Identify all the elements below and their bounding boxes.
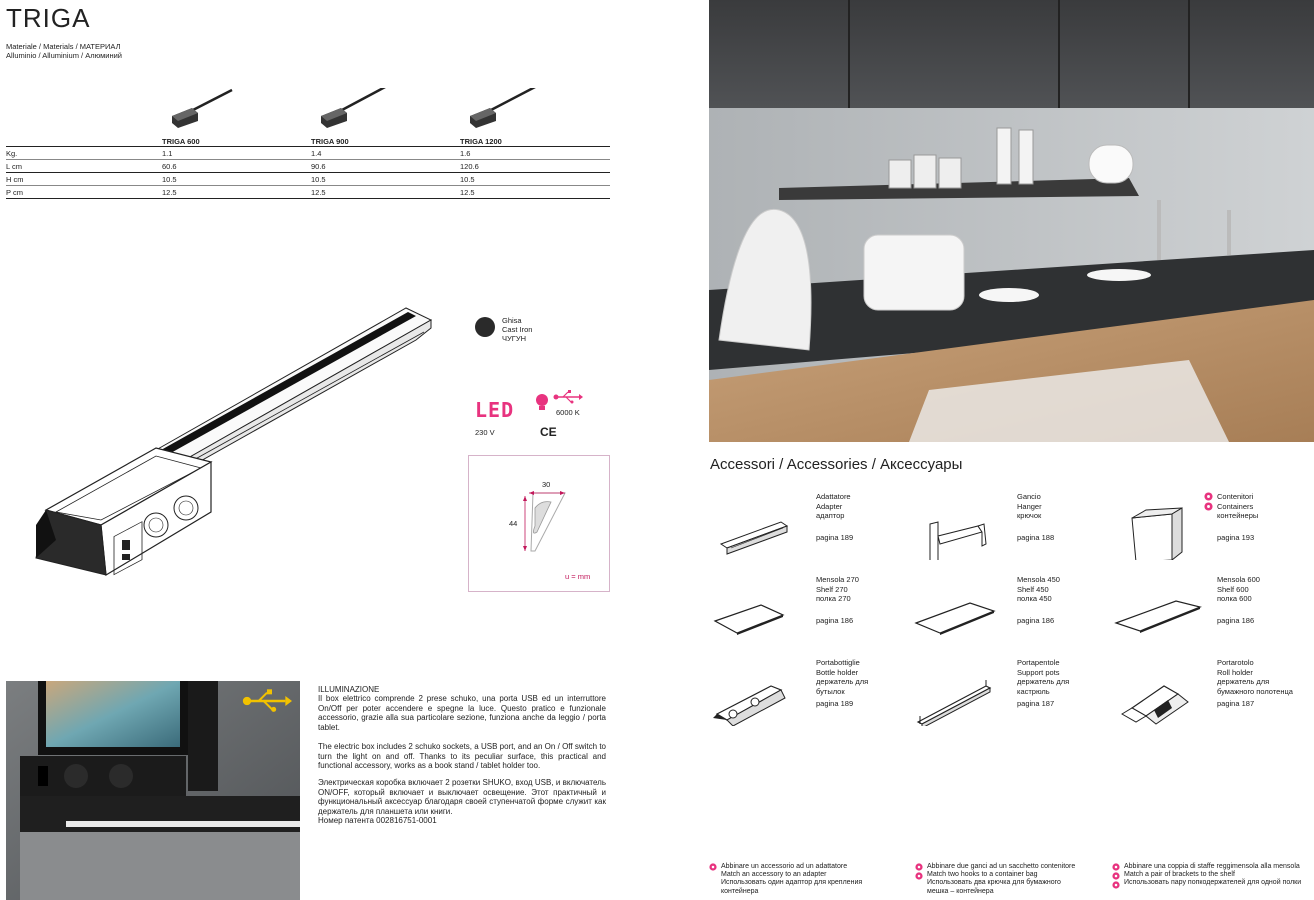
accessory-adapter (711, 492, 911, 574)
triga-900-thumbnail-icon (317, 88, 389, 132)
bulb-icon (535, 394, 549, 412)
spec-column-600 (162, 88, 312, 146)
table-row: H cm 10.5 10.5 10.5 (6, 173, 610, 186)
accessory-names: Gancio Hanger крючок (1017, 492, 1042, 520)
accessory-page-ref: pagina 187 (1217, 699, 1255, 708)
triga-600-thumbnail-icon (168, 88, 240, 132)
accessory-names: Mensola 450 Shelf 450 полка 450 (1017, 575, 1060, 603)
voltage-label: 230 V (475, 428, 495, 437)
flower-marker-icon (1112, 881, 1120, 889)
spec-table (6, 146, 610, 199)
accessory-page-ref: pagina 186 (816, 616, 854, 625)
triga-1200-thumbnail-icon (466, 88, 562, 132)
shelf-270-icon (711, 583, 801, 643)
illumination-text-it: Il box elettrico comprende 2 prese schuko, una porta USB ed un interruttore On/Off per poter accendere e spegne la luce. Questo pratico e funzionale accessorio, grazie alla sua particolare sezione, funziona anche da leggio / porta tablet. (318, 694, 606, 732)
section-width-label: 30 (542, 480, 551, 489)
material-label: Materiale / Materials / МАТЕРИАЛ (6, 42, 121, 51)
accessory-page-ref: pagina 193 (1217, 533, 1255, 542)
led-logo: LED (475, 398, 515, 422)
accessory-names: Portapentole Support pots держатель для кастрюль (1017, 658, 1070, 696)
accessory-names: Adattatore Adapter адаптор (816, 492, 851, 520)
table-row: P cm 12.5 12.5 12.5 (6, 186, 610, 199)
table-row: L cm 60.6 90.6 120.6 (6, 160, 610, 173)
finish-label: Ghisa Cast Iron ЧУГУН (502, 316, 533, 343)
flower-marker-icon (1112, 863, 1120, 871)
spec-column-1200 (460, 88, 610, 146)
illumination-text-en: The electric box includes 2 schuko sockets, a USB port, and an On / Off switch to turn the light on and off. Thanks to its peculiar surface, this practical and functional accessory, works as a book stand / tablet holder too. (318, 742, 606, 770)
accessory-shelf-270 (711, 575, 911, 657)
illumination-text-ru: Электрическая коробка включает 2 розетки SHUKO, вход USB, и включатель ON/OFF, который включает и выключает освещение. Этот практичный и функциональный аксессуар благодаря своей ступенчатой форме служит как держатель для планшета или книги. (318, 778, 606, 816)
hanger-icon (912, 500, 1002, 560)
accessory-page-ref: pagina 187 (1017, 699, 1055, 708)
unit-label: u = mm (565, 572, 591, 581)
spec-column-label: TRIGA 1200 (460, 137, 502, 146)
ce-mark: CE (540, 425, 557, 439)
flower-marker-icon (1204, 502, 1213, 511)
material-value: Alluminio / Alluminium / Алюминий (6, 51, 122, 60)
roll-holder-icon (1112, 666, 1202, 726)
accessory-hanger (912, 492, 1112, 574)
adapter-icon (711, 500, 801, 560)
accessory-names: Mensola 270 Shelf 270 полка 270 (816, 575, 859, 603)
table-row: Kg. 1.1 1.4 1.6 (6, 147, 610, 160)
accessory-names: Portabottiglie Bottle holder держатель для бутылок (816, 658, 869, 696)
color-temperature: 6000 K (556, 408, 580, 417)
pot-support-icon (912, 666, 1002, 726)
shelf-600-icon (1112, 583, 1202, 643)
accessory-names: Contenitori Containers контейнеры (1217, 492, 1259, 520)
accessory-page-ref: pagina 186 (1017, 616, 1055, 625)
accessory-names: Portarotolo Roll holder держатель для бумажного полотенца (1217, 658, 1293, 696)
accessory-page-ref: pagina 189 (816, 699, 854, 708)
accessory-shelf-600 (1112, 575, 1312, 657)
tablet-photo (6, 681, 300, 900)
accessory-bottle-holder (711, 658, 911, 740)
flower-marker-icon (1112, 872, 1120, 880)
flower-marker-icon (915, 863, 923, 871)
kitchen-photo (709, 0, 1314, 442)
accessory-page-ref: pagina 188 (1017, 533, 1055, 542)
section-height-label: 44 (509, 519, 518, 528)
patent-number: Номер патента 002816751-0001 (318, 816, 437, 825)
accessory-pot-support (912, 658, 1112, 740)
illumination-title: ILLUMINAZIONE (318, 685, 380, 694)
bottle-holder-icon (711, 666, 801, 726)
accessory-containers (1112, 492, 1312, 574)
page-title: TRIGA (6, 3, 91, 33)
accessory-roll-holder (1112, 658, 1312, 740)
cast-iron-swatch (475, 317, 495, 337)
flower-marker-icon (1204, 492, 1213, 501)
accessory-page-ref: pagina 189 (816, 533, 854, 542)
flower-marker-icon (709, 863, 717, 871)
accessory-note-markers (1204, 492, 1214, 511)
shelf-450-icon (912, 583, 1002, 643)
accessories-title: Accessori / Accessories / Аксессуары (710, 456, 963, 473)
accessory-shelf-450 (912, 575, 1112, 657)
container-icon (1112, 500, 1202, 560)
accessory-names: Mensola 600 Shelf 600 полка 600 (1217, 575, 1260, 603)
spec-column-900 (311, 88, 461, 146)
usb-icon (242, 689, 292, 713)
product-illustration (6, 300, 446, 600)
spec-column-label: TRIGA 600 (162, 137, 200, 146)
spec-column-label: TRIGA 900 (311, 137, 349, 146)
accessory-page-ref: pagina 186 (1217, 616, 1255, 625)
flower-marker-icon (915, 872, 923, 880)
usb-icon (553, 390, 583, 404)
